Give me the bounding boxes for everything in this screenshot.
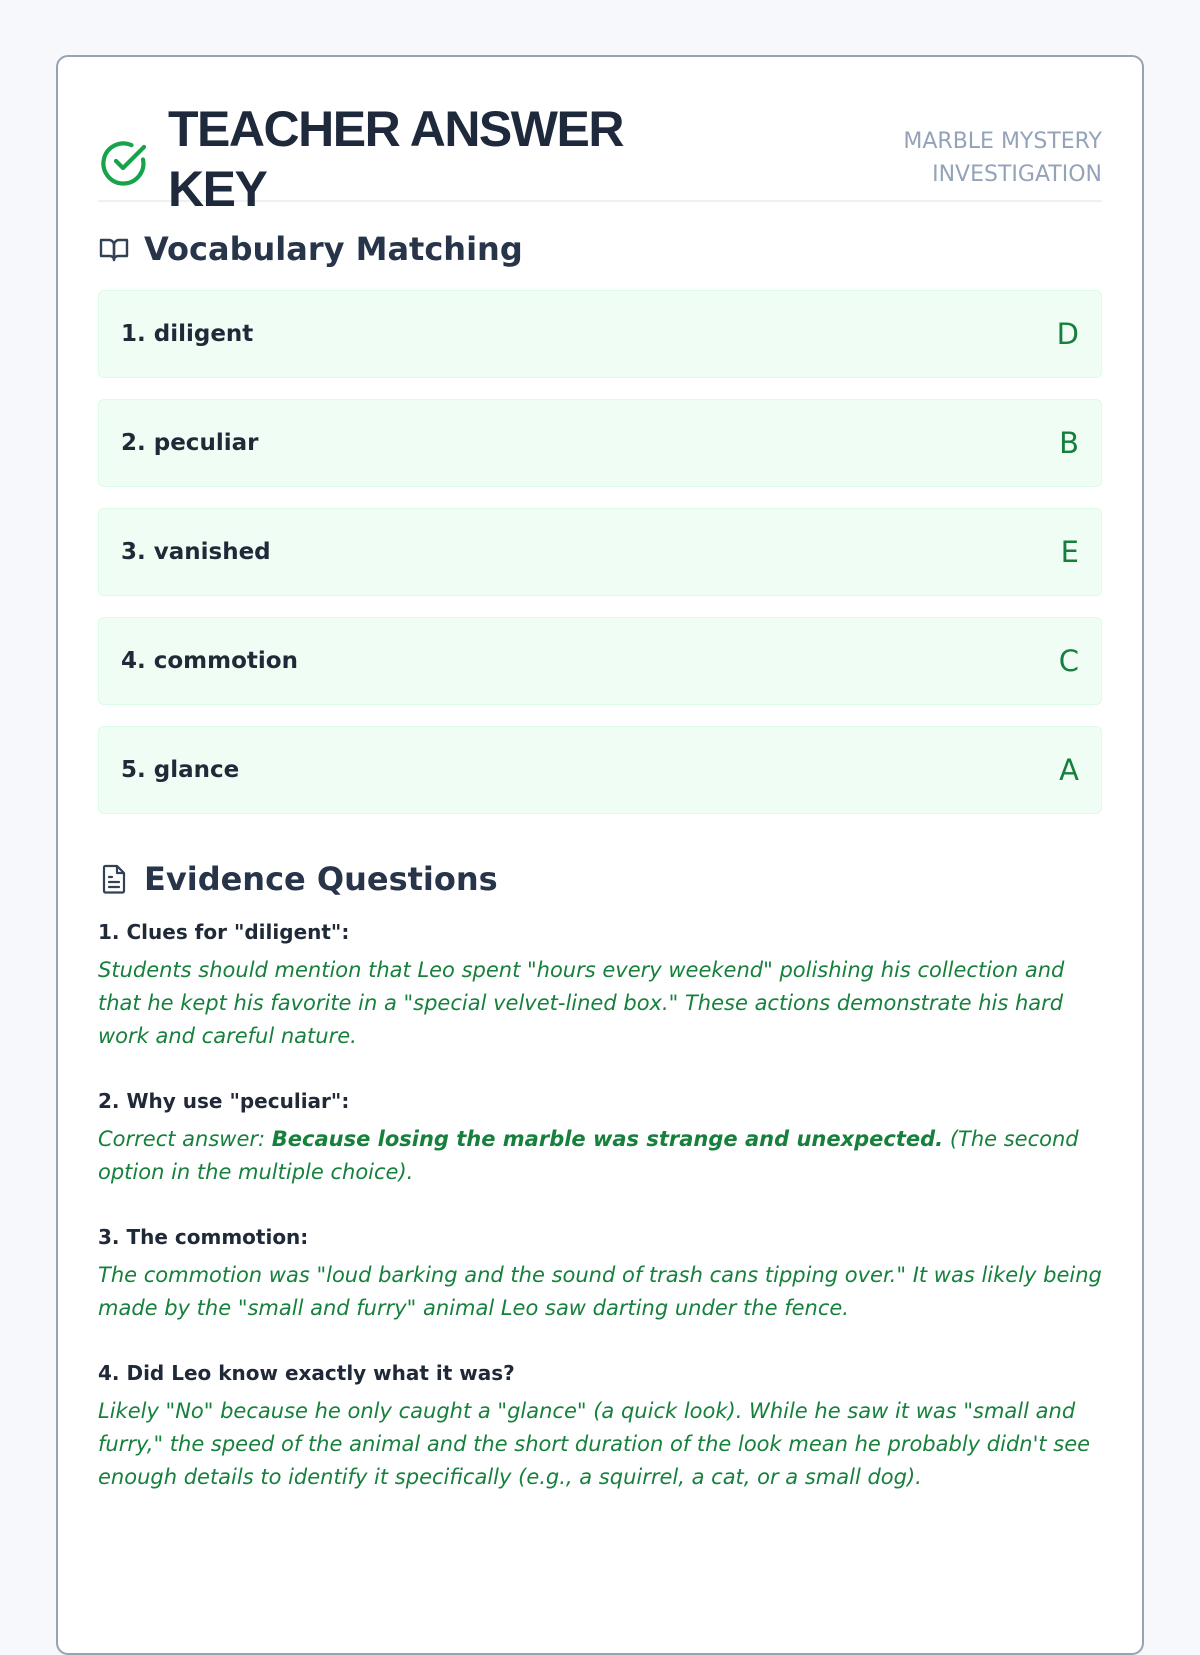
book-open-icon — [98, 233, 130, 265]
vocabulary-term: 3. vanished — [121, 539, 271, 565]
question-text: 1. Clues for "diligent": — [98, 920, 350, 944]
evidence-question — [98, 920, 1102, 1053]
answer-text: The commotion was "loud barking and the sound of trash cans tipping over." It was likely being made by the "small and furry" animal Leo saw darting under the fence. — [98, 1263, 1102, 1320]
document-icon — [98, 863, 130, 895]
vocabulary-term: 5. glance — [121, 757, 240, 783]
evidence-question — [98, 1089, 1102, 1189]
vocabulary-row — [98, 290, 1102, 378]
answer-text: Students should mention that Leo spent "hours every weekend" polishing his collection and that he kept his favorite in a "special velvet-lined box." These actions demonstrate his hard work and careful nature. — [98, 958, 1065, 1048]
evidence-section — [98, 858, 1102, 1494]
vocabulary-answer: B — [1059, 426, 1079, 460]
title-group — [98, 99, 688, 219]
answer-text — [98, 1123, 1102, 1189]
vocabulary-heading — [98, 228, 1102, 270]
question-text: 4. Did Leo know exactly what it was? — [98, 1361, 515, 1385]
vocabulary-row — [98, 508, 1102, 596]
vocabulary-answer: E — [1060, 535, 1079, 569]
evidence-heading — [98, 858, 1102, 900]
answer-suffix: (The second option in the multiple choice). — [98, 1127, 1079, 1184]
answer-text: Likely "No" because he only caught a "glance" (a quick look). While he saw it was "small and furry," the speed of the animal and the short duration of the look mean he probably didn't see enough details to identify it specifically (e.g., a squirrel, a cat, or a small dog). — [98, 1399, 1091, 1489]
vocabulary-row — [98, 617, 1102, 705]
vocabulary-term: 4. commotion — [121, 648, 298, 674]
page-title: TEACHER ANSWER KEY — [168, 101, 623, 217]
vocabulary-row — [98, 726, 1102, 814]
answer-prefix: Correct answer: — [98, 1127, 272, 1151]
vocabulary-answer: C — [1058, 644, 1079, 678]
vocabulary-list — [98, 290, 1102, 814]
vocabulary-term: 2. peculiar — [121, 430, 259, 456]
evidence-question — [98, 1361, 1102, 1494]
evidence-question — [98, 1225, 1102, 1325]
header — [98, 57, 1102, 217]
vocabulary-answer: D — [1056, 317, 1079, 351]
evidence-title: Evidence Questions — [144, 860, 498, 898]
answer-bold: Because losing the marble was strange and unexpected. — [271, 1127, 944, 1151]
vocabulary-term: 1. diligent — [121, 321, 254, 347]
check-circle-icon — [98, 137, 150, 189]
vocabulary-row — [98, 399, 1102, 487]
vocabulary-title: Vocabulary Matching — [144, 230, 523, 268]
answer-key-card — [56, 55, 1144, 1655]
question-text: 2. Why use "peculiar": — [98, 1089, 350, 1113]
question-text: 3. The commotion: — [98, 1225, 309, 1249]
page-subtitle: MARBLE MYSTERY INVESTIGATION — [903, 129, 1102, 187]
vocabulary-answer: A — [1059, 753, 1079, 787]
